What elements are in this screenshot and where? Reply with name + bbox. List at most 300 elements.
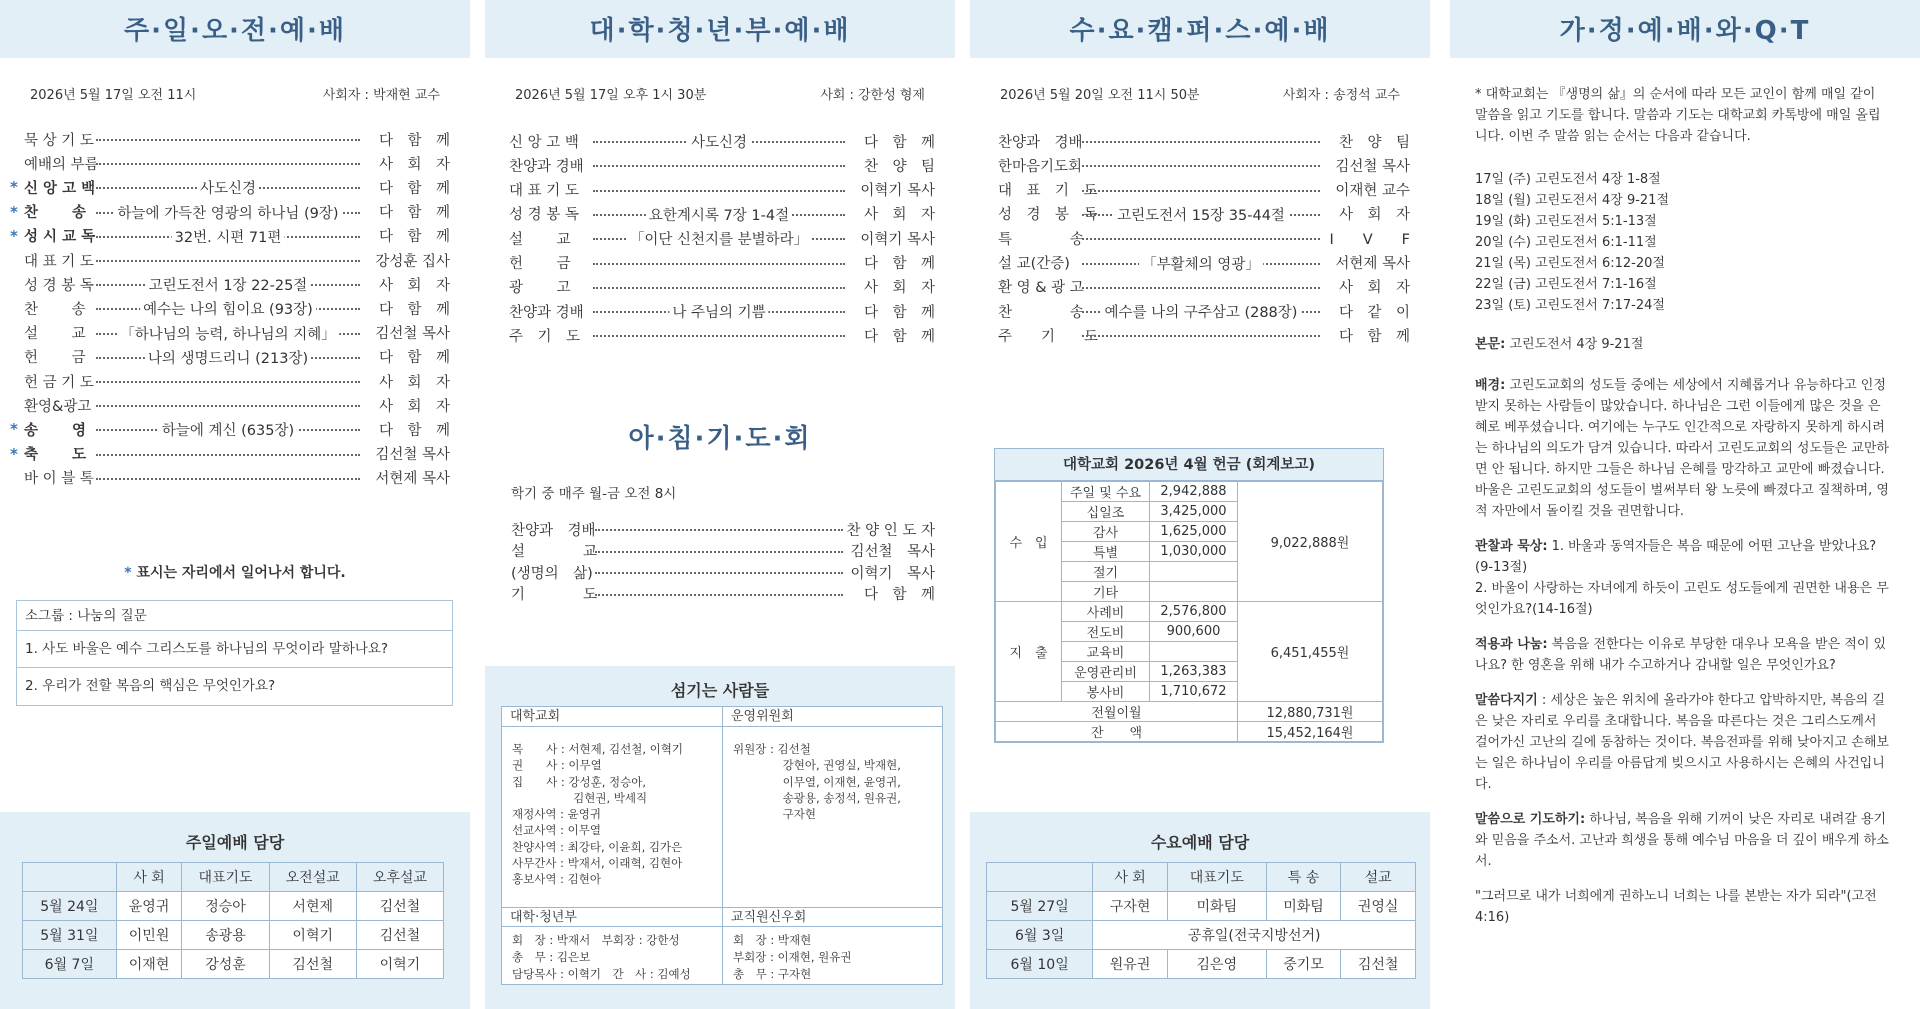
leader-dots — [593, 252, 845, 274]
servers-title: 섬기는 사람들 — [670, 681, 770, 700]
order-item-leader: 이혁기 목사 — [850, 565, 935, 582]
order-item-label: 송 영 — [24, 422, 87, 439]
order-item — [998, 227, 1410, 249]
order-item-label: 성 경 봉 독 — [24, 277, 94, 294]
balance-amount: 15,452,164원 — [1238, 722, 1383, 742]
order-item — [10, 201, 450, 223]
duty-cell: 이재현 — [116, 950, 182, 979]
order-item — [509, 324, 935, 346]
order-item-leader: 김선철 목사 — [850, 544, 935, 560]
wednesday-service-header — [970, 0, 1430, 58]
order-item-label: 기 도 — [511, 587, 598, 603]
member-line: 홍보사역 : 김현아 — [512, 872, 601, 887]
order-item — [509, 300, 935, 322]
order-item-label: 신 앙 고 백 — [24, 180, 96, 197]
leader-dots — [593, 203, 845, 225]
order-item-detail: 예수는 나의 힘이요 (93장) — [140, 298, 316, 319]
order-item-label: 주 기 도 — [509, 328, 581, 345]
income-total: 9,022,888원 — [1238, 482, 1383, 602]
order-item-leader: 다 함 께 — [863, 304, 935, 321]
small-group-title: 소그룹 : 나눔의 질문 — [17, 601, 452, 631]
service-date: 2026년 5월 17일 오후 1시 30분 — [515, 88, 707, 103]
carry-label: 전월이월 — [996, 702, 1238, 722]
leader-dots — [1082, 227, 1320, 249]
text-label: 본문: — [1475, 337, 1506, 352]
order-item-label: 대 표 기 도 — [998, 183, 1098, 200]
member-line: 재정사역 : 윤영귀 — [512, 807, 601, 822]
order-item-label: 주 기 도 — [998, 328, 1099, 345]
finance-report — [994, 448, 1384, 743]
order-item-leader: 다 함 께 — [378, 205, 450, 222]
star-icon: * — [124, 565, 132, 581]
order-item-leader: 다 함 께 — [863, 256, 935, 272]
finance-item: 절기 — [1062, 562, 1150, 582]
finance-item: 기타 — [1062, 582, 1150, 602]
order-item — [10, 467, 450, 489]
duty-header-cell: 대표기도 — [182, 863, 269, 892]
finance-item: 감사 — [1062, 522, 1150, 542]
leader-dots — [96, 346, 360, 368]
duty-header-cell: 오후설교 — [356, 863, 443, 892]
finance-amount — [1150, 582, 1238, 602]
order-item-leader: 다 함 께 — [863, 134, 935, 151]
dotted-leader — [1082, 335, 1320, 337]
reading-list — [1475, 169, 1892, 316]
order-item — [998, 179, 1410, 201]
order-item — [998, 324, 1410, 346]
dotted-leader — [593, 165, 845, 167]
order-item-label: 묵 상 기 도 — [24, 132, 94, 149]
dotted-leader — [1082, 190, 1320, 192]
order-item — [10, 225, 450, 247]
leader-dots — [96, 249, 360, 271]
reading-item: 20일 (수) 고린도전서 6:1-11절 — [1475, 235, 1657, 250]
member-line: 강현아, 권영실, 박재현, — [733, 758, 901, 773]
service-date: 2026년 5월 20일 오전 11시 50분 — [1000, 88, 1200, 103]
duty-cell: 김은영 — [1167, 950, 1266, 979]
wednesday-duty-table — [986, 862, 1416, 979]
dotted-leader — [593, 190, 845, 192]
order-item-leader: 사 회 자 — [1338, 207, 1410, 224]
duty-cell: 6월 7일 — [23, 950, 117, 979]
order-item-leader: 다 함 께 — [378, 350, 450, 367]
leader-dots — [593, 227, 845, 249]
wednesday-duty-title: 수요예배 담당 — [1150, 833, 1250, 852]
leader-dots — [593, 276, 845, 298]
pray-text: 하나님, 복음을 위해 기꺼이 낮은 자리로 내려갈 용기와 믿음을 주소서. 고난과 희생을 통해 예수님 마음을 더 깊이 배우게 하소서. — [1475, 812, 1889, 869]
qt-pray — [1475, 809, 1892, 872]
order-item — [10, 273, 450, 295]
order-item-leader: 사 회 자 — [378, 398, 450, 415]
member-line: 찬양사역 : 최강타, 이윤희, 김가은 — [512, 839, 683, 854]
youth-service-column — [485, 0, 955, 1009]
reading-item: 23일 (토) 고린도전서 7:17-24절 — [1475, 298, 1665, 313]
finance-item: 사례비 — [1062, 602, 1150, 622]
leader-dots — [96, 370, 360, 392]
order-item-label: 찬 송 — [24, 205, 87, 222]
youth-service-header — [485, 0, 955, 58]
dotted-leader — [593, 263, 845, 265]
order-item — [10, 297, 450, 319]
order-item — [10, 128, 450, 150]
order-item-detail: 나 주님의 기쁨 — [669, 301, 768, 322]
sunday-service-header — [0, 0, 470, 58]
duty-cell: 6월 10일 — [987, 950, 1093, 979]
qt-observe-2: 2. 바울이 사랑하는 자녀에게 하듯이 고린도 성도들에게 권면한 내용은 무엇인가요?(14-16절) — [1475, 581, 1889, 617]
member-line: 선교사역 : 이무열 — [512, 823, 601, 838]
member-line: 김현권, 박세직 — [512, 790, 648, 805]
order-item-leader: 서현제 목사 — [375, 471, 450, 488]
leader-dots — [96, 394, 360, 416]
service-date: 2026년 5월 17일 오전 11시 — [30, 88, 197, 103]
carry-row — [996, 702, 1383, 722]
qt-body — [1475, 84, 1892, 928]
leader-dots — [593, 179, 845, 201]
order-item-label: 한마음기도회 — [998, 158, 1083, 175]
order-item-label: 축 도 — [24, 447, 87, 464]
order-item-leader: 찬 양 팀 — [863, 158, 935, 175]
leader-dots — [595, 561, 843, 583]
order-item-label: 설 교(간증) — [998, 256, 1070, 272]
leader-dots — [1082, 179, 1320, 201]
order-item-leader: 찬 양 팀 — [1338, 134, 1410, 151]
order-item — [509, 203, 935, 225]
morning-prayer-title: 아·침·기·도·회 — [628, 424, 812, 454]
order-item — [511, 540, 935, 562]
morning-prayer-schedule: 학기 중 매주 월-금 오전 8시 — [511, 486, 677, 502]
finance-amount: 900,600 — [1150, 622, 1238, 642]
duty-cell: 5월 31일 — [23, 921, 117, 950]
order-item-leader: 이혁기 목사 — [860, 231, 935, 248]
finance-row — [996, 602, 1383, 622]
leader-dots — [595, 583, 843, 605]
dotted-leader — [595, 594, 843, 596]
order-item-label: 성 시 교 독 — [24, 229, 96, 246]
order-item — [10, 443, 450, 465]
leader-dots — [593, 324, 845, 346]
order-item-leader: 사 회 자 — [378, 156, 450, 173]
leader-dots — [1082, 130, 1320, 152]
univ-church-members — [512, 741, 717, 888]
duty-row — [23, 950, 444, 979]
duty-header-cell: 대표기도 — [1167, 863, 1266, 892]
order-item-leader: 사 회 자 — [863, 207, 935, 224]
standing-note-text: 표시는 자리에서 일어나서 합니다. — [136, 565, 346, 581]
staff-title: 교직원신우회 — [723, 907, 942, 927]
qt-title: 가·정·예·배·와·Q·T — [1559, 16, 1811, 46]
order-item-leader: 이혁기 목사 — [860, 183, 935, 200]
duty-cell: 중기모 — [1266, 950, 1341, 979]
apply-text: 복음을 전한다는 이유로 부당한 대우나 모욕을 받은 적이 있나요? 한 영혼을 위해 내가 수고하거나 감내할 일은 무엇인가요? — [1475, 637, 1887, 673]
member-line: 집 사 : 강성훈, 정승아, — [512, 774, 647, 789]
income-label: 수 입 — [996, 482, 1062, 602]
order-item — [511, 561, 935, 583]
staff-members — [733, 932, 938, 983]
duty-header-cell — [987, 863, 1093, 892]
order-item-label: 찬양과 경배 — [509, 304, 584, 321]
background-label: 배경: — [1475, 378, 1506, 393]
univ-church-title: 대학교회 — [502, 707, 723, 727]
question-item: 1. 사도 바울은 예수 그리스도를 하나님의 무엇이라 말하나요? — [17, 631, 452, 668]
order-item-leader: 사 회 자 — [1338, 280, 1410, 297]
leader-dots — [1082, 276, 1320, 298]
order-item-leader: 사 회 자 — [378, 374, 450, 391]
finance-item: 교육비 — [1062, 642, 1150, 662]
keep-text: : 세상은 높은 위치에 올라가야 한다고 압박하지만, 복음의 길은 낮은 자리로 우리를 초대합니다. 복음을 따른다는 것은 그리스도께서 걸어가신 고난의 길에 동참하는 것이다. 복음전파를 위해 낮아지고 손해보는 일은 하나님이 우리를 아름답게 빚으시고 사용하시는 은혜의 사건입니다. — [1475, 693, 1889, 792]
order-item-detail: 사도신경 — [688, 131, 750, 152]
member-line: 목 사 : 서현제, 김선철, 이혁기 — [512, 742, 684, 756]
duty-cell: 송광용 — [182, 921, 269, 950]
sunday-duty-table — [22, 862, 444, 979]
dotted-leader — [595, 551, 843, 553]
qt-quote: "그러므로 내가 너희에게 권하노니 너희는 나를 본받는 자가 되라"(고전 4:16) — [1475, 889, 1877, 925]
duty-header-cell — [23, 863, 117, 892]
duty-cell: 구자현 — [1093, 892, 1168, 921]
duty-header-row — [987, 863, 1416, 892]
finance-amount: 2,942,888 — [1150, 482, 1238, 502]
star-icon: * — [10, 444, 18, 463]
finance-item: 주일 및 수요 — [1062, 482, 1150, 502]
order-item-leader: 다 함 께 — [1338, 328, 1410, 345]
leader-dots — [593, 154, 845, 176]
order-item-label: 찬양과 경배 — [998, 134, 1083, 151]
leader-dots — [96, 225, 360, 247]
order-item — [998, 276, 1410, 298]
order-item-detail: 「이단 신천지를 분별하라」 — [627, 228, 811, 249]
qt-background — [1475, 375, 1892, 522]
servers-grid — [501, 706, 943, 985]
service-host: 사회자 : 박재현 교수 — [322, 88, 440, 103]
order-item-label: 헌 금 — [509, 256, 571, 272]
leader-dots — [1082, 252, 1320, 274]
dotted-leader — [1082, 238, 1320, 240]
star-icon: * — [10, 226, 18, 245]
duty-header-cell: 사 회 — [116, 863, 182, 892]
duty-cell: 6월 3일 — [987, 921, 1093, 950]
order-item-label: 대 표 기 도 — [509, 183, 579, 200]
duty-row — [23, 921, 444, 950]
committee-members — [733, 741, 938, 822]
order-item — [509, 154, 935, 176]
duty-cell: 권영실 — [1341, 892, 1416, 921]
committee-title: 운영위원회 — [723, 707, 942, 727]
order-item-leader: 김선철 목사 — [375, 326, 450, 343]
order-item-label: 대 표 기 도 — [24, 253, 94, 270]
finance-item: 특별 — [1062, 542, 1150, 562]
order-item-label: 특 송 — [998, 231, 1085, 248]
duty-row — [987, 950, 1416, 979]
finance-item: 전도비 — [1062, 622, 1150, 642]
order-item-label: 바 이 블 톡 — [24, 471, 94, 488]
member-line: 부회장 : 이재현, 원유권 — [733, 950, 852, 964]
order-item-leader: 이재현 교수 — [1335, 183, 1410, 200]
wednesday-service-column — [970, 0, 1430, 1009]
qt-text — [1475, 334, 1892, 355]
order-item-label: 예배의 부름 — [24, 156, 99, 173]
order-item-label: 환영&광고 — [24, 398, 92, 415]
reading-item: 19일 (화) 고린도전서 5:1-13절 — [1475, 214, 1657, 229]
leader-dots — [96, 152, 360, 174]
member-line: 사무간사 : 박재서, 이래혁, 김현아 — [512, 856, 683, 871]
finance-item: 십일조 — [1062, 502, 1150, 522]
small-group-box — [16, 600, 453, 706]
order-item-label: 신 앙 고 백 — [509, 134, 579, 151]
order-item — [10, 249, 450, 271]
leader-dots — [96, 297, 360, 319]
order-item-detail: 고린도전서 1장 22-25절 — [146, 274, 311, 295]
leader-dots — [1082, 154, 1320, 176]
dotted-leader — [1082, 141, 1320, 143]
order-item-detail: 나의 생명드리니 (213장) — [145, 347, 311, 368]
member-line: 위원장 : 김선철 — [733, 742, 811, 756]
order-item-label: 성 경 봉 독 — [509, 207, 579, 224]
order-item — [509, 179, 935, 201]
order-item-label: 환 영 & 광 고 — [998, 280, 1084, 297]
leader-dots — [595, 540, 843, 562]
member-line: 구자현 — [733, 807, 816, 822]
leader-dots — [96, 322, 360, 344]
youth-service-title: 대·학·청·년·부·예·배 — [589, 16, 851, 46]
order-item-label: 설 교 — [24, 326, 86, 343]
balance-row — [996, 722, 1383, 742]
expense-label: 지 출 — [996, 602, 1062, 702]
finance-item: 봉사비 — [1062, 682, 1150, 702]
service-host: 사회 : 강한성 형제 — [820, 88, 925, 103]
member-line: 송광용, 송정석, 원유권, — [733, 790, 901, 805]
finance-amount: 1,030,000 — [1150, 542, 1238, 562]
question-item: 2. 우리가 전할 복음의 핵심은 무엇인가요? — [25, 678, 276, 694]
finance-title: 대학교회 2026년 4월 헌금 (회계보고) — [995, 449, 1383, 481]
pray-label: 말씀으로 기도하기: — [1475, 812, 1586, 827]
background-text: 고린도교회의 성도들 중에는 세상에서 지혜롭거나 유능하다고 인정받지 못하는 사람들이 많았습니다. 하나님은 그런 이들에게 많은 것을 은혜로 베푸셨습니다. 여기에는 누구도 인간적으로 자랑하지 못하게 하시려는 하나님의 의도가 담겨 있습니다. 따라서 고린도교회의 성도들은 교만하면 안 됩니다. 하지만 그들은 하나님 은혜를 망각하고 교만에 빠졌습니다. 바울은 고린도교회의 성도들이 벌써부터 왕 노릇에 빠졌다고 질책하며, 영적 자만에서 돌이킬 것을 권면합니다. — [1475, 378, 1889, 519]
order-item-label: 광 고 — [509, 280, 571, 297]
reading-item: 22일 (금) 고린도전서 7:1-16절 — [1475, 277, 1657, 292]
finance-amount — [1150, 642, 1238, 662]
order-item — [10, 394, 450, 416]
order-item-detail: 사도신경 — [197, 177, 259, 198]
qt-apply — [1475, 634, 1892, 676]
order-item — [509, 252, 935, 274]
dotted-leader — [96, 139, 360, 141]
duty-cell: 이민원 — [116, 921, 182, 950]
dotted-leader — [1082, 287, 1320, 289]
dotted-leader — [593, 287, 845, 289]
order-item — [10, 176, 450, 198]
order-item-leader: 김선철 목사 — [1335, 158, 1410, 175]
finance-amount — [1150, 562, 1238, 582]
order-item — [998, 203, 1410, 225]
divider — [722, 927, 723, 984]
duty-cell: 원유권 — [1093, 950, 1168, 979]
duty-header-cell: 특 송 — [1266, 863, 1341, 892]
order-item — [998, 154, 1410, 176]
dotted-leader — [595, 529, 843, 531]
leader-dots — [593, 300, 845, 322]
order-item-leader: 다 함 께 — [863, 587, 935, 603]
member-line: 회 장 : 박재서 부회장 : 강한성 — [512, 933, 680, 947]
leader-dots — [96, 128, 360, 150]
member-line: 총 무 : 구자현 — [733, 967, 812, 981]
order-item-label: 성 경 봉 독 — [998, 207, 1098, 224]
dotted-leader — [96, 381, 360, 383]
order-item-label: 설 교 — [509, 231, 571, 248]
observe-label: 관찰과 묵상: — [1475, 539, 1548, 554]
duty-cell: 공휴일(전국지방선거) — [1093, 921, 1416, 950]
duty-header-row — [23, 863, 444, 892]
finance-row — [996, 482, 1383, 502]
member-line: 총 무 : 김은보 — [512, 950, 591, 964]
expense-total: 6,451,455원 — [1238, 602, 1383, 702]
reading-item: 17일 (주) 고린도전서 4장 1-8절 — [1475, 172, 1661, 187]
duty-cell: 미화팀 — [1266, 892, 1341, 921]
qt-keep — [1475, 690, 1892, 795]
divider — [722, 727, 723, 907]
leader-dots — [1082, 203, 1320, 225]
leader-dots — [96, 176, 360, 198]
star-icon: * — [10, 202, 18, 221]
dotted-leader — [96, 405, 360, 407]
order-item-leader: 찬 양 인 도 자 — [846, 522, 935, 539]
member-line: 담당목사 : 이혁기 간 사 : 김예성 — [512, 967, 691, 981]
order-item-label: 찬 송 — [24, 301, 86, 318]
order-item-detail: 「부활체의 영광」 — [1139, 253, 1263, 274]
leader-dots — [96, 467, 360, 489]
finance-amount: 1,625,000 — [1150, 522, 1238, 542]
duty-cell: 윤영귀 — [116, 892, 182, 921]
youth-dept-members — [512, 932, 717, 983]
order-item-leader: 사 회 자 — [378, 277, 450, 294]
leader-dots — [1082, 324, 1320, 346]
order-item-detail: 고린도전서 15장 35-44절 — [1114, 204, 1288, 225]
order-item — [10, 370, 450, 392]
carry-amount: 12,880,731원 — [1238, 702, 1383, 722]
order-item — [10, 322, 450, 344]
order-item-detail: 「하나님의 능력, 하나님의 지혜」 — [117, 323, 339, 344]
leader-dots — [96, 273, 360, 295]
order-item — [511, 518, 935, 540]
duty-header-cell: 오전설교 — [269, 863, 356, 892]
duty-row — [987, 921, 1416, 950]
dotted-leader — [96, 260, 360, 262]
balance-label: 잔 액 — [996, 722, 1238, 742]
leader-dots — [595, 518, 843, 540]
duty-row — [23, 892, 444, 921]
order-item-detail: 예수를 나의 구주삼고 (288장) — [1102, 301, 1301, 322]
leader-dots — [96, 443, 360, 465]
member-line: 회 장 : 박재현 — [733, 933, 812, 947]
dotted-leader — [1082, 165, 1320, 167]
order-item-label: 설 교 — [511, 544, 598, 560]
leader-dots — [593, 130, 845, 152]
leader-dots — [96, 201, 360, 223]
dotted-leader — [593, 335, 845, 337]
order-item-label: 찬 송 — [998, 304, 1085, 321]
family-worship-qt-column — [1450, 0, 1920, 1009]
dotted-leader — [595, 572, 843, 574]
duty-cell: 5월 24일 — [23, 892, 117, 921]
dotted-leader — [96, 478, 360, 480]
order-item-leader: 김선철 목사 — [375, 447, 450, 464]
wednesday-service-title: 수·요·캠·퍼·스·예·배 — [1069, 16, 1331, 46]
order-item-label: (생명의 삶) — [511, 565, 593, 582]
finance-table — [995, 481, 1383, 742]
observe-text: 1. 바울과 동역자들은 복음 때문에 어떤 고난을 받았나요?(9-13절) — [1475, 539, 1877, 575]
order-item-leader: 다 함 께 — [378, 229, 450, 246]
order-item-detail: 하늘에 계신 (635장) — [159, 419, 297, 440]
order-item — [509, 227, 935, 249]
qt-intro: * 대학교회는 『생명의 삶』의 순서에 따라 모든 교인이 함께 매일 같이 말씀을 읽고 기도를 합니다. 말씀과 기도는 대학교회 카톡방에 매일 올립니다. 이번 주 말씀 읽는 순서는 다음과 같습니다. — [1475, 87, 1881, 144]
order-item — [10, 346, 450, 368]
